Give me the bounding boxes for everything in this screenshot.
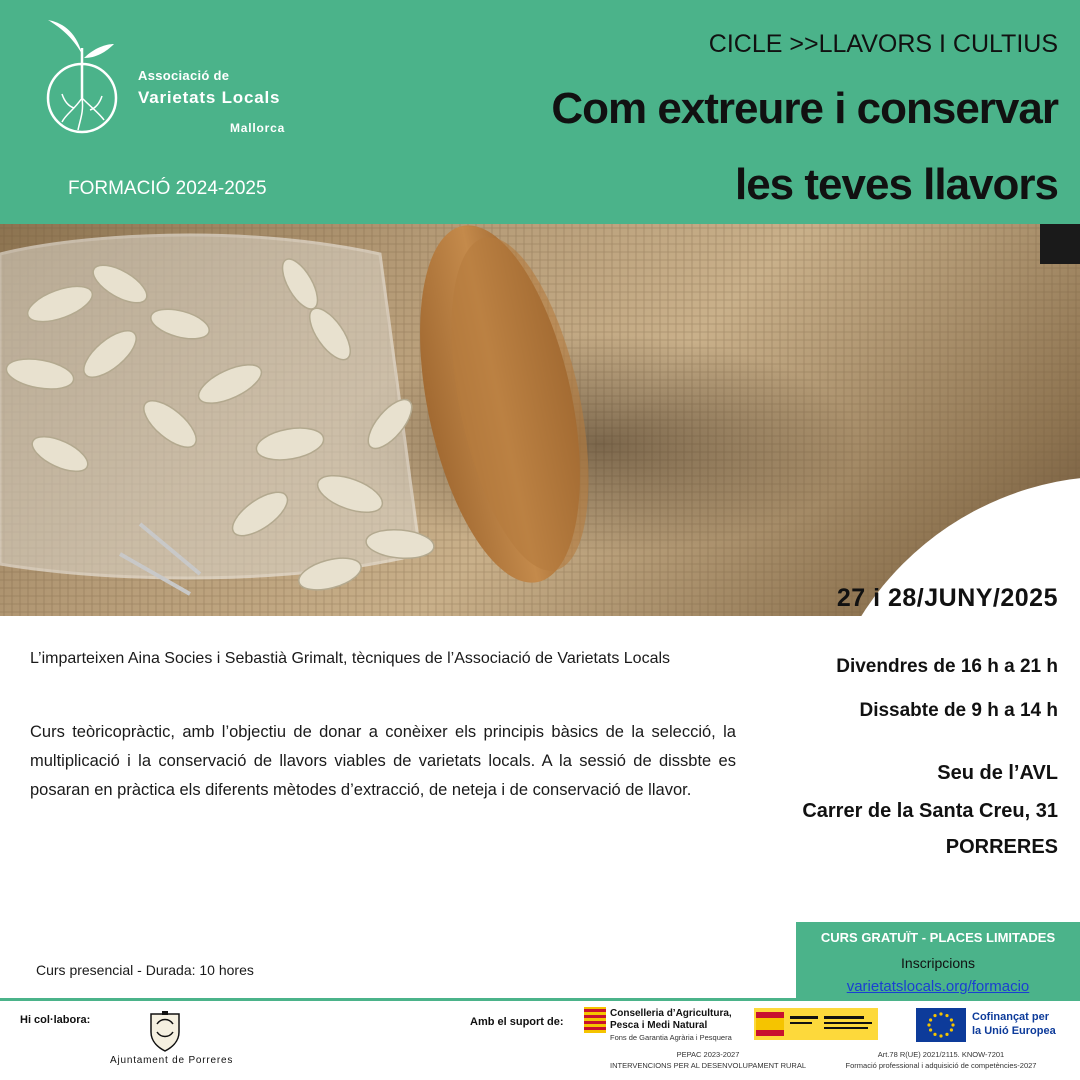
registration-link[interactable]: varietatslocals.org/formacio bbox=[846, 978, 1030, 995]
registration-subtitle: Inscripcions bbox=[901, 955, 975, 971]
org-name-line2: Varietats Locals bbox=[138, 88, 281, 107]
page-title-line2: les teves llavors bbox=[734, 160, 1058, 209]
schedule-friday: Divendres de 16 h a 21 h bbox=[836, 656, 1058, 677]
eu-flag-icon bbox=[916, 1008, 966, 1042]
pepac-line1: PEPAC 2023-2027 bbox=[676, 1050, 740, 1059]
pepac-line2: INTERVENCIONS PER AL DESENVOLUPAMENT RURAL bbox=[609, 1061, 807, 1070]
conselleria-line1: Conselleria d’Agricultura, bbox=[610, 1008, 732, 1019]
municipal-crest-icon bbox=[145, 1010, 185, 1052]
conselleria-line3: Fons de Garantia Agrària i Pesquera bbox=[610, 1033, 732, 1042]
registration-title: CURS GRATUÏT - PLACES LIMITADES bbox=[820, 930, 1056, 945]
footer-divider bbox=[0, 998, 1080, 1001]
ajuntament-label: Ajuntament de Porreres bbox=[110, 1055, 234, 1066]
course-date: 27 i 28/JUNY/2025 bbox=[836, 584, 1058, 612]
sprout-logo-icon bbox=[44, 14, 126, 142]
header-band bbox=[0, 0, 1080, 224]
suport-label: Amb el suport de: bbox=[470, 1016, 564, 1028]
article-line1: Art.78 R(UE) 2021/2115. KNOW-7201 bbox=[877, 1050, 1005, 1059]
collabora-label: Hi col·labora: bbox=[20, 1014, 91, 1026]
formacio-label: FORMACIÓ 2024-2025 bbox=[68, 178, 267, 199]
teachers-text: L’imparteixen Aina Socies i Sebastià Grimalt, tècniques de l’Associació de Varietats Locals bbox=[30, 650, 671, 667]
course-format: Curs presencial - Durada: 10 hores bbox=[36, 962, 254, 978]
eu-label-line2: la Unió Europea bbox=[972, 1025, 1056, 1037]
spain-government-logo-icon bbox=[754, 1008, 878, 1040]
registration-box bbox=[796, 922, 1080, 998]
page-title-line1: Com extreure i conservar bbox=[551, 84, 1058, 133]
org-name-line3: Mallorca bbox=[230, 121, 286, 135]
eu-label-line1: Cofinançat per bbox=[972, 1011, 1050, 1023]
venue-name: Seu de l’AVL bbox=[937, 762, 1058, 784]
venue-address: Carrer de la Santa Creu, 31 bbox=[802, 800, 1058, 822]
article-line2: Formació professional i adquisició de competències-2027 bbox=[845, 1061, 1037, 1070]
conselleria-line2: Pesca i Medi Natural bbox=[610, 1020, 708, 1031]
balearic-flag-icon bbox=[584, 1007, 606, 1033]
org-name-line1: Associació de bbox=[138, 68, 230, 83]
venue-town: PORRERES bbox=[945, 836, 1058, 858]
cicle-label: CICLE >>LLAVORS I CULTIUS bbox=[708, 30, 1058, 58]
schedule-saturday: Dissabte de 9 h a 14 h bbox=[859, 700, 1058, 721]
course-description: Curs teòricopràctic, amb l’objectiu de donar a conèixer els principis bàsics de la selecció, la multiplicació i la conservació de llavors viables de varietats locals. A la sessió de dissbte es posaran en pràctica els diferents mètodes d’extracció, de neteja i de conservació de llavor. bbox=[30, 723, 736, 799]
